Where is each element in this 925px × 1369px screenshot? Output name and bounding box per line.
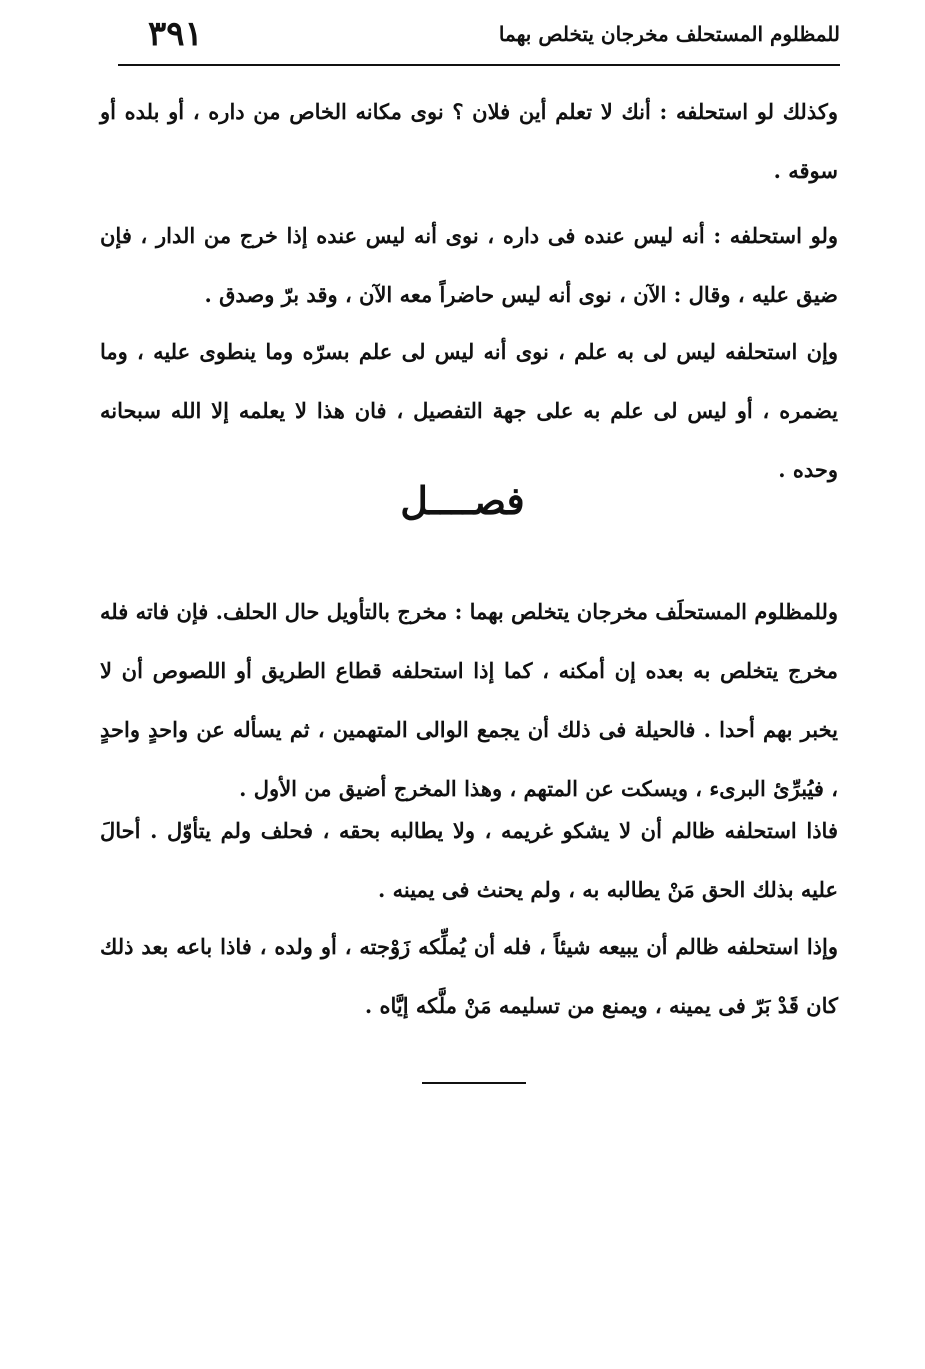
page-header <box>118 14 840 64</box>
paragraph: ولو استحلفه : أنه ليس عنده فى داره ، نوى أنه ليس عنده إذا خرج من الدار ، فإن ضيق عليه ، وقال : الآن ، نوى أنه ليس حاضراً معه الآن ، وقد برّ وصدق . <box>100 223 838 307</box>
header-rule <box>118 64 840 66</box>
section-paragraph: وإذا استحلفه ظالم أن يبيعه شيئاً ، فله أن يُملِّكه زَوْجته ، أو ولده ، فاذا باعه بعد ذلك كان قَدْ بَرّ فى يمينه ، ويمنع من تسليمه مَنْ ملَّكه إيَّاه . <box>100 934 838 1018</box>
section-paragraph: وللمظلوم المستحلَف مخرجان يتخلص بهما : مخرج بالتأويل حال الحلف. فإن فاته فله مخرج يتخلص به بعده إن أمكنه ، كما إذا استحلفه قطاع الطريق أو اللصوص أن لا يخبر بهم أحدا . فالحيلة فى ذلك أن يجمع الوالى المتهمين ، ثم يسأله عن واحدٍ واحدٍ ، فيُبرِّئ البرىء ، ويسكت عن المتهم ، وهذا المخرج أضيق من الأول . <box>100 599 838 801</box>
section-paragraph: فاذا استحلفه ظالم أن لا يشكو غريمه ، ولا يطالبه بحقه ، فحلف ولم يتأوّل . أحالَ عليه بذلك الحق مَنْ يطالبه به ، ولم يحنث فى يمينه . <box>100 818 838 902</box>
section-heading-text: فصــــل <box>400 478 525 523</box>
paragraph: وكذلك لو استحلفه : أنك لا تعلم أين فلان ؟ نوى مكانه الخاص من داره ، أو بلده أو سوقه . <box>100 99 838 183</box>
page-number: ٣٩١ <box>148 14 203 54</box>
running-title: للمظلوم المستحلف مخرجان يتخلص بهما <box>498 22 840 46</box>
section-heading <box>0 478 925 523</box>
end-rule <box>422 1082 526 1084</box>
paragraph: وإن استحلفه ليس لى به علم ، نوى أنه ليس لى علم بسرّه وما ينطوى عليه ، وما يضمره ، أو ليس لى علم به على جهة التفصيل ، فان هذا لا يعلمه إلا الله سبحانه وحده . <box>100 339 838 482</box>
